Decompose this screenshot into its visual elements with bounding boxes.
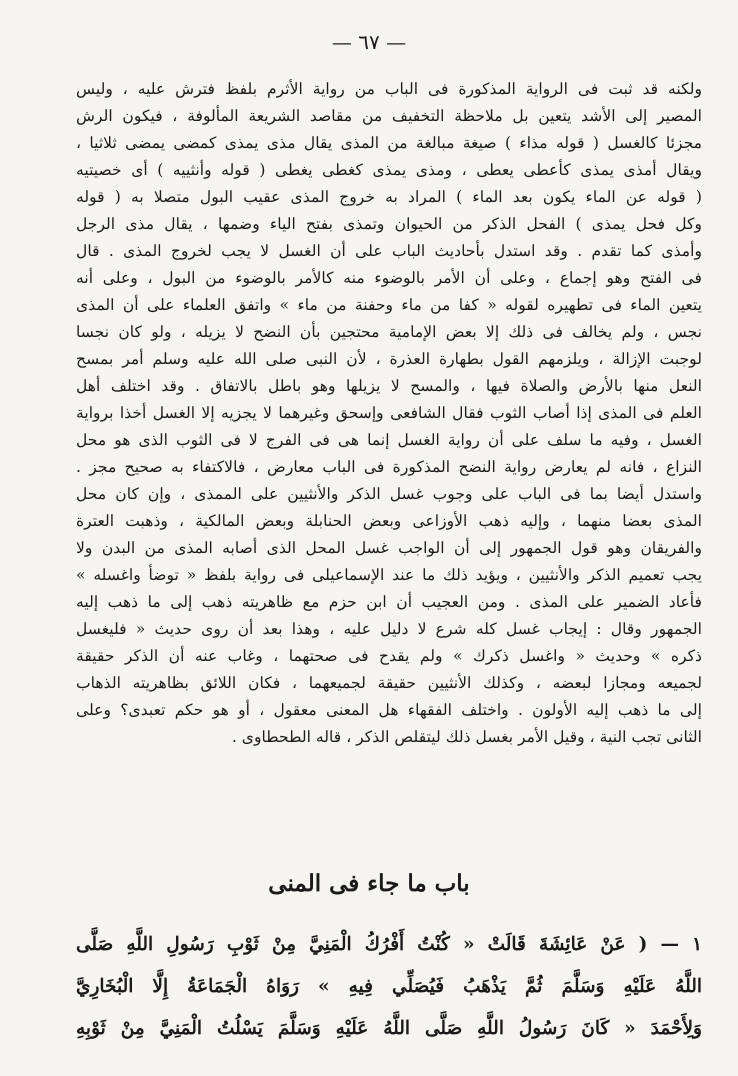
text-line: وأمذى كما تقدم . وقد استدل بأحاديث الباب على أن الغسل لا يجب لخروج المذى . قال — [76, 242, 702, 260]
text-line: يجب تعميم الذكر والأنثيين ، ويؤيد ذلك ما عند الإسماعيلى فى رواية بلفظ « توضأ واغسله » — [76, 566, 702, 584]
text-line: يتعين الماء فى تطهيره لقوله « كفا من ماء وحفنة من ماء » واتفق العلماء على أن المذى — [76, 296, 702, 314]
text-line: الثانى تجب النية ، وقيل الأمر بغسل ذلك ليتقلص الذكر ، قاله الطحطاوى . — [231, 728, 702, 746]
text-line: الغسل ، وفيه ما سلف على أن رواية الغسل إنما هى فى الفرج لا فى الثوب الذى هو محل — [76, 431, 702, 449]
text-line: وكل فحل يمذى ) الفحل الذكر من الحيوان وتمذى بفتح الياء وضمها ، يقال مذى الرجل — [76, 215, 702, 233]
section-heading: باب ما جاء فى المنى — [268, 870, 470, 897]
text-line: نجس ، ولم يخالف فى ذلك إلا بعض الإمامية محتجين بأن النضح لا يزيله ، ولو كان نجسا — [76, 323, 702, 341]
text-line: مجزئا كالغسل ( قوله مذاء ) صيغة مبالغة من المذى يقال مذى يمذى كمضى يمضى ثلاثيا ، — [76, 134, 702, 152]
text-line: إلى ما ذهب إليه الأولون . واختلف الفقهاء هل المعنى معقول ، أو هو حكم تعبدى؟ وعلى — [76, 701, 702, 719]
text-line: ويقال أمذى يمذى كأعطى يعطى ، ومذى يمذى كغطى يغطى ( قوله وأنثييه ) أى خصيتيه — [76, 161, 702, 179]
hadith-line: ١ — ( عَنْ عَائِشَةَ قَالَتْ « كُنْتُ أَفْرُكُ الْمَنِيَّ مِنْ ثَوْبِ رَسُولِ اللَّهِ صَلَّى — [76, 934, 702, 955]
hadith-line: اللَّهُ عَلَيْهِ وَسَلَّمَ ثُمَّ يَذْهَبُ فَيُصَلِّي فِيهِ » رَوَاهُ الْجَمَاعَةُ إِلَّا الْبُخَارِيَّ — [76, 976, 702, 997]
text-line: النزاع ، فانه لم يعارض رواية النضح المذكورة فى الباب معارض ، فالاكتفاء به صحيح مجز . — [76, 458, 702, 476]
text-line: ( قوله عن الماء يكون بعد الماء ) المراد به خروج المذى عقيب البول متصلا به ( قوله — [76, 188, 702, 206]
text-line: فأعاد الضمير على المذى . ومن العجيب أن ابن حزم مع ظاهريته ذهب إلى ما ذهب إليه — [76, 593, 702, 611]
hadith-text — [76, 924, 702, 1050]
text-line: المصير إلى الأشد يتعين بل ملاحظة التخفيف من مقاصد الشريعة المألوفة ، فيكون الرش — [76, 107, 702, 125]
text-line: العلم فى المذى إذا أصاب الثوب فقال الشافعى وإسحق وغيرهما لا يجزيه إلا الغسل أخذا برواية — [76, 404, 702, 422]
commentary-text — [76, 76, 702, 751]
text-line: لجميعه ومجازا لبعضه ، وكذلك الأنثيين حقيقة لجميعهما ، فكان اللائق بظاهريته الذهاب — [76, 674, 702, 692]
hadith-line: وَلِأَحْمَدَ « كَانَ رَسُولُ اللَّهِ صَلَّى اللَّهُ عَلَيْهِ وَسَلَّمَ يَسْلُتُ الْمَنِيَّ مِنْ ثَوْبِهِ — [76, 1018, 702, 1039]
page-number: — ٦٧ — — [331, 30, 407, 54]
text-line: واستدل أيضا بما فى الباب على وجوب غسل الذكر والأنثيين على الممذى ، وإن كان محل — [76, 485, 702, 503]
text-line: ولكنه قد ثبت فى الرواية المذكورة فى الباب من رواية الأثرم بلفظ فترش عليه ، وليس — [76, 80, 702, 98]
text-line: فى الفتح وهو إجماع ، وعلى أن الأمر بالوضوء منه كالأمر بالوضوء من البول ، وعلى أنه — [76, 269, 702, 287]
text-line: ذكره » وحديث « واغسل ذكرك » ولم يقدح فى صحتهما ، وغاب عنه أن الذكر حقيقة — [76, 647, 702, 665]
text-line: والفريقان وهو قول الجمهور إلى أن الواجب غسل المحل الذى أصابه المذى من البدن ولا — [76, 539, 702, 557]
text-line: المذى بعضا منهما ، وإليه ذهب الأوزاعى وبعض الحنابلة وبعض المالكية ، وذهبت العترة — [76, 512, 702, 530]
text-line: الجمهور وقال : إيجاب غسل كله شرع لا دليل عليه ، وهذا بعد أن روى حديث « فليغسل — [76, 620, 702, 638]
text-line: لوجبت الإزالة ، ويلزمهم القول بطهارة العذرة ، لأن النبى صلى الله عليه وسلم أمر بمسح — [76, 350, 702, 368]
text-line: النعل منها بالأرض والصلاة فيها ، والمسح لا يزيلها وهو باطل بالاتفاق . وقد اختلف أهل — [76, 377, 702, 395]
